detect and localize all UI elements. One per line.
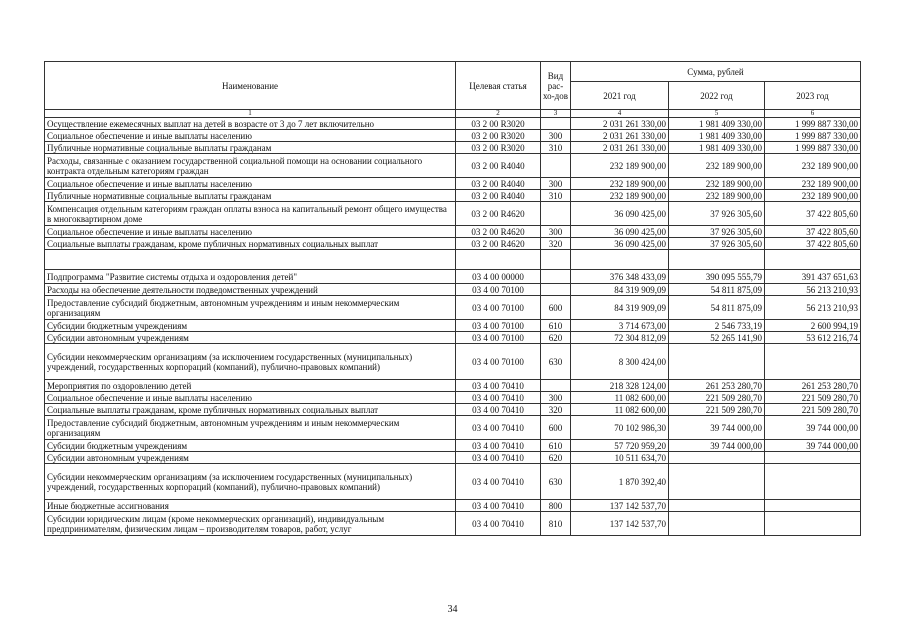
row-sum-2022: 37 926 305,60: [669, 238, 765, 250]
row-target-article: 03 4 00 70100: [456, 344, 541, 380]
row-target-article: [456, 250, 541, 270]
row-target-article: 03 4 00 70100: [456, 332, 541, 344]
row-expense-type: 600: [541, 416, 571, 440]
header-year-2023: 2023 год: [765, 82, 861, 110]
row-sum-2022: 232 189 900,00: [669, 190, 765, 202]
row-sum-2022: 2 546 733,19: [669, 320, 765, 332]
table-row: [45, 512, 861, 536]
row-target-article: 03 4 00 70410: [456, 464, 541, 500]
row-expense-type: 810: [541, 512, 571, 536]
row-sum-2023: 391 437 651,63: [765, 270, 861, 284]
row-sum-2021: 3 714 673,00: [571, 320, 669, 332]
page-number: 34: [447, 604, 458, 615]
row-expense-type: [541, 284, 571, 296]
row-sum-2021: 137 142 537,70: [571, 512, 669, 536]
row-sum-2021: 232 189 900,00: [571, 178, 669, 190]
row-target-article: 03 2 00 R3020: [456, 130, 541, 142]
row-name: Субсидии некоммерческим организациям (за исключением государственных (муниципальных) учреждений, государственных корпораций (компаний), публично-правовых компаний): [45, 344, 456, 380]
row-target-article: 03 4 00 70410: [456, 380, 541, 392]
table-row: [45, 178, 861, 190]
row-sum-2021: 8 300 424,00: [571, 344, 669, 380]
table-row: [45, 130, 861, 142]
row-sum-2023: 232 189 900,00: [765, 154, 861, 178]
row-expense-type: [541, 118, 571, 130]
row-sum-2023: 221 509 280,70: [765, 392, 861, 404]
row-name: Иные бюджетные ассигнования: [45, 500, 456, 512]
row-target-article: 03 2 00 R4040: [456, 178, 541, 190]
row-sum-2023: 1 999 887 330,00: [765, 130, 861, 142]
row-name: Субсидии автономным учреждениям: [45, 452, 456, 464]
row-sum-2023: 39 744 000,00: [765, 440, 861, 452]
row-target-article: 03 2 00 R4040: [456, 154, 541, 178]
row-sum-2021: 2 031 261 330,00: [571, 142, 669, 154]
row-target-article: 03 2 00 R4620: [456, 226, 541, 238]
row-target-article: 03 4 00 70410: [456, 500, 541, 512]
row-sum-2022: [669, 344, 765, 380]
row-sum-2021: 2 031 261 330,00: [571, 118, 669, 130]
table-row: [45, 118, 861, 130]
table-row: [45, 296, 861, 320]
row-sum-2021: 11 082 600,00: [571, 404, 669, 416]
row-sum-2021: 57 720 959,20: [571, 440, 669, 452]
table-row: [45, 250, 861, 270]
row-sum-2021: 232 189 900,00: [571, 190, 669, 202]
row-target-article: 03 2 00 R4040: [456, 190, 541, 202]
row-name: Субсидии бюджетным учреждениям: [45, 320, 456, 332]
header-sum: Сумма, рублей: [571, 62, 861, 82]
row-target-article: 03 4 00 70100: [456, 296, 541, 320]
row-expense-type: 610: [541, 320, 571, 332]
row-name: Субсидии автономным учреждениям: [45, 332, 456, 344]
row-sum-2023: [765, 500, 861, 512]
row-expense-type: 310: [541, 142, 571, 154]
row-expense-type: 630: [541, 464, 571, 500]
row-expense-type: 620: [541, 332, 571, 344]
row-sum-2023: [765, 512, 861, 536]
row-expense-type: 300: [541, 178, 571, 190]
row-expense-type: 320: [541, 238, 571, 250]
row-sum-2021: 84 319 909,09: [571, 296, 669, 320]
row-expense-type: 800: [541, 500, 571, 512]
header-year-2022: 2022 год: [669, 82, 765, 110]
row-name: Мероприятия по оздоровлению детей: [45, 380, 456, 392]
row-sum-2022: 1 981 409 330,00: [669, 142, 765, 154]
row-sum-2023: 1 999 887 330,00: [765, 118, 861, 130]
row-sum-2022: 39 744 000,00: [669, 440, 765, 452]
row-expense-type: [541, 270, 571, 284]
table-row: [45, 452, 861, 464]
table-row: [45, 154, 861, 178]
row-sum-2023: 56 213 210,93: [765, 296, 861, 320]
row-target-article: 03 4 00 70410: [456, 512, 541, 536]
row-sum-2023: [765, 452, 861, 464]
row-sum-2021: 232 189 900,00: [571, 154, 669, 178]
column-index: 1: [45, 110, 456, 118]
table-row: [45, 464, 861, 500]
row-sum-2023: 53 612 216,74: [765, 332, 861, 344]
row-sum-2021: 36 090 425,00: [571, 238, 669, 250]
budget-body: [45, 118, 861, 536]
row-name: Субсидии некоммерческим организациям (за исключением государственных (муниципальных) учреждений, государственных корпораций (компаний), публично-правовых компаний): [45, 464, 456, 500]
row-sum-2022: [669, 250, 765, 270]
table-row: [45, 344, 861, 380]
row-name: Компенсация отдельным категориям граждан оплаты взноса на капитальный ремонт общего имущества в многоквартирном доме: [45, 202, 456, 226]
row-expense-type: 610: [541, 440, 571, 452]
row-sum-2023: 37 422 805,60: [765, 202, 861, 226]
row-sum-2022: 232 189 900,00: [669, 154, 765, 178]
row-expense-type: [541, 250, 571, 270]
row-sum-2021: 11 082 600,00: [571, 392, 669, 404]
row-sum-2023: 37 422 805,60: [765, 226, 861, 238]
row-sum-2022: [669, 464, 765, 500]
column-index: 6: [765, 110, 861, 118]
header-row: [45, 62, 861, 82]
column-index: 3: [541, 110, 571, 118]
header-target-article: Целевая статья: [456, 62, 541, 110]
row-name: Публичные нормативные социальные выплаты гражданам: [45, 190, 456, 202]
row-sum-2022: 39 744 000,00: [669, 416, 765, 440]
row-expense-type: 600: [541, 296, 571, 320]
table-row: [45, 320, 861, 332]
row-sum-2022: [669, 500, 765, 512]
table-row: [45, 190, 861, 202]
budget-table: [44, 61, 861, 536]
row-target-article: 03 2 00 R4620: [456, 202, 541, 226]
row-expense-type: [541, 154, 571, 178]
row-target-article: 03 4 00 70410: [456, 416, 541, 440]
table-row: [45, 238, 861, 250]
row-name: Субсидии бюджетным учреждениям: [45, 440, 456, 452]
row-sum-2023: 221 509 280,70: [765, 404, 861, 416]
row-target-article: 03 4 00 70100: [456, 284, 541, 296]
row-target-article: 03 4 00 70410: [456, 440, 541, 452]
row-sum-2022: [669, 512, 765, 536]
row-sum-2021: [571, 250, 669, 270]
row-target-article: 03 4 00 70410: [456, 392, 541, 404]
table-row: [45, 440, 861, 452]
row-sum-2021: 376 348 433,09: [571, 270, 669, 284]
row-sum-2021: 84 319 909,09: [571, 284, 669, 296]
column-index: 4: [571, 110, 669, 118]
row-name: Социальное обеспечение и иные выплаты населению: [45, 226, 456, 238]
row-expense-type: 310: [541, 190, 571, 202]
row-sum-2022: 37 926 305,60: [669, 226, 765, 238]
row-sum-2022: 221 509 280,70: [669, 392, 765, 404]
row-name: Расходы, связанные с оказанием государственной социальной помощи на основании социального контракта отдельным категориям граждан: [45, 154, 456, 178]
row-sum-2021: 36 090 425,00: [571, 202, 669, 226]
row-name: Предоставление субсидий бюджетным, автономным учреждениям и иным некоммерческим организациям: [45, 416, 456, 440]
row-sum-2021: 2 031 261 330,00: [571, 130, 669, 142]
row-sum-2022: 1 981 409 330,00: [669, 130, 765, 142]
row-name: Осуществление ежемесячных выплат на детей в возрасте от 3 до 7 лет включительно: [45, 118, 456, 130]
row-name: Предоставление субсидий бюджетным, автономным учреждениям и иным некоммерческим организациям: [45, 296, 456, 320]
row-name: Подпрограмма "Развитие системы отдыха и оздоровления детей": [45, 270, 456, 284]
row-sum-2021: 1 870 392,40: [571, 464, 669, 500]
row-target-article: 03 2 00 R3020: [456, 142, 541, 154]
table-row: [45, 404, 861, 416]
table-row: [45, 142, 861, 154]
row-sum-2023: 232 189 900,00: [765, 190, 861, 202]
table-row: [45, 332, 861, 344]
row-sum-2022: 390 095 555,79: [669, 270, 765, 284]
row-sum-2021: 137 142 537,70: [571, 500, 669, 512]
column-index: 5: [669, 110, 765, 118]
row-name: Социальные выплаты гражданам, кроме публичных нормативных социальных выплат: [45, 238, 456, 250]
table-row: [45, 284, 861, 296]
row-sum-2021: 72 304 812,09: [571, 332, 669, 344]
row-sum-2023: 56 213 210,93: [765, 284, 861, 296]
row-expense-type: 300: [541, 130, 571, 142]
row-target-article: 03 2 00 R4620: [456, 238, 541, 250]
table-row: [45, 226, 861, 238]
row-sum-2021: 10 511 634,70: [571, 452, 669, 464]
row-target-article: 03 4 00 70410: [456, 452, 541, 464]
table-row: [45, 500, 861, 512]
row-expense-type: 300: [541, 392, 571, 404]
row-sum-2022: 261 253 280,70: [669, 380, 765, 392]
table-row: [45, 392, 861, 404]
row-sum-2022: 221 509 280,70: [669, 404, 765, 416]
row-sum-2023: [765, 464, 861, 500]
row-name: Субсидии юридическим лицам (кроме некоммерческих организаций), индивидуальным предпринимателям, физическим лицам – производителям товаров, работ, услуг: [45, 512, 456, 536]
row-target-article: 03 2 00 R3020: [456, 118, 541, 130]
row-sum-2022: 1 981 409 330,00: [669, 118, 765, 130]
row-expense-type: 630: [541, 344, 571, 380]
row-target-article: 03 4 00 70100: [456, 320, 541, 332]
row-sum-2023: 2 600 994,19: [765, 320, 861, 332]
row-name: Расходы на обеспечение деятельности подведомственных учреждений: [45, 284, 456, 296]
row-sum-2022: [669, 452, 765, 464]
row-target-article: 03 4 00 70410: [456, 404, 541, 416]
row-sum-2023: 39 744 000,00: [765, 416, 861, 440]
column-index-row: [45, 110, 861, 118]
row-name: Социальное обеспечение и иные выплаты населению: [45, 130, 456, 142]
row-sum-2023: 261 253 280,70: [765, 380, 861, 392]
row-expense-type: 300: [541, 226, 571, 238]
row-sum-2021: 218 328 124,00: [571, 380, 669, 392]
header-expense-type: Вид рас-хо-дов: [541, 62, 571, 110]
row-sum-2022: 54 811 875,09: [669, 296, 765, 320]
row-sum-2023: [765, 344, 861, 380]
row-sum-2023: 232 189 900,00: [765, 178, 861, 190]
column-index: 2: [456, 110, 541, 118]
row-sum-2023: 37 422 805,60: [765, 238, 861, 250]
table-row: [45, 380, 861, 392]
row-name: Социальные выплаты гражданам, кроме публичных нормативных социальных выплат: [45, 404, 456, 416]
row-sum-2022: 232 189 900,00: [669, 178, 765, 190]
row-sum-2023: 1 999 887 330,00: [765, 142, 861, 154]
row-sum-2022: 54 811 875,09: [669, 284, 765, 296]
row-name: Социальное обеспечение и иные выплаты населению: [45, 392, 456, 404]
row-expense-type: [541, 380, 571, 392]
header-name: Наименование: [45, 62, 456, 110]
row-sum-2022: 52 265 141,90: [669, 332, 765, 344]
row-name: [45, 250, 456, 270]
header-year-2021: 2021 год: [571, 82, 669, 110]
row-expense-type: [541, 202, 571, 226]
subprogram-row: [45, 270, 861, 284]
row-sum-2023: [765, 250, 861, 270]
row-expense-type: 620: [541, 452, 571, 464]
row-name: Публичные нормативные социальные выплаты гражданам: [45, 142, 456, 154]
row-name: Социальное обеспечение и иные выплаты населению: [45, 178, 456, 190]
table-row: [45, 202, 861, 226]
row-sum-2022: 37 926 305,60: [669, 202, 765, 226]
table-row: [45, 416, 861, 440]
row-sum-2021: 36 090 425,00: [571, 226, 669, 238]
row-expense-type: 320: [541, 404, 571, 416]
row-target-article: 03 4 00 00000: [456, 270, 541, 284]
row-sum-2021: 70 102 986,30: [571, 416, 669, 440]
